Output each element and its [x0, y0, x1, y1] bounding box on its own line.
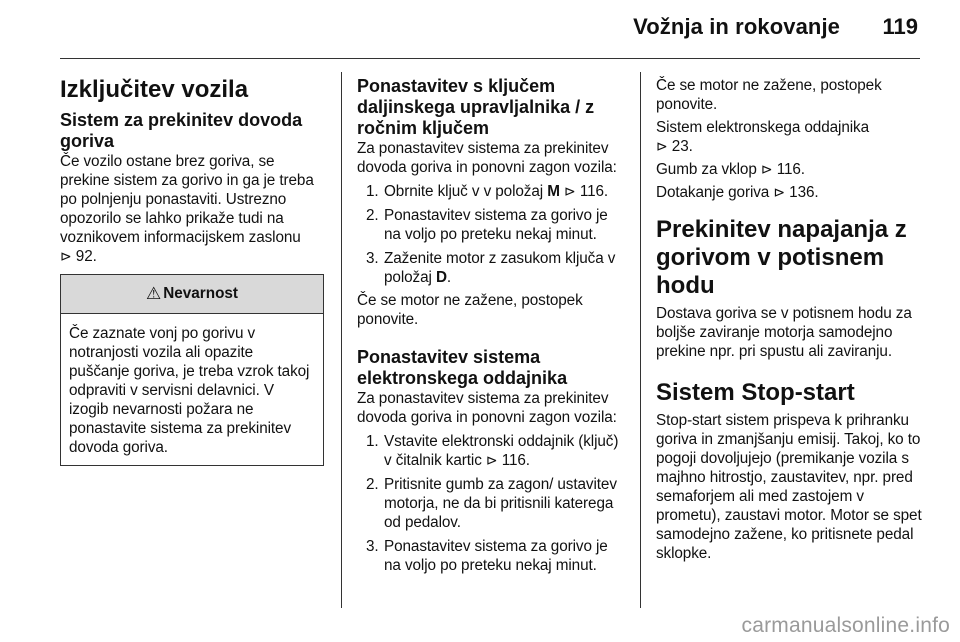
stop-start-title: Sistem Stop-start — [656, 379, 855, 406]
transmitter-reset-intro: Za ponastavitev sistema za prekinitev dovoda goriva in ponovni zagon vozila: — [357, 390, 617, 426]
subsection-title: Sistem za prekinitev dovoda goriva — [60, 110, 303, 151]
transmitter-reset-steps — [357, 432, 625, 575]
reference-arrow-icon: ⊳ — [485, 452, 498, 468]
reference-arrow-icon: ⊳ — [656, 138, 668, 154]
header-rule — [60, 58, 920, 59]
warning-header — [61, 275, 323, 314]
fuel-cutoff-paragraph: Če vozilo ostane brez goriva, se prekine sistem za gorivo in ga je treba po polnjenju ponastaviti. Ustrezno opozorilo se lahko prikaže tudi na voznikovem informacijskem zaslonu ⊳ 92. — [60, 153, 314, 265]
reference-arrow-icon: ⊳ — [773, 184, 785, 200]
key-reset-steps — [357, 182, 625, 287]
stop-start-text: Stop-start sistem prispeva k prihranku goriva in zmanjšanju emisij. Takoj, ko to pogoji dovoljujejo (premikanje vozila s majhno hitrostjo, zaustavitev, npr. pred semaforjem ali med zastojem v prometu), zaustavi motor. Motor se spet samodejno zažene, ko pritisnete pedal sklopke. — [656, 412, 922, 562]
column-divider-2 — [640, 72, 641, 608]
reference-arrow-icon: ⊳ — [564, 183, 576, 199]
list-item: 3. Ponastavitev sistema za gorivo je na voljo po preteku nekaj minut. — [366, 538, 608, 574]
cross-reference: Sistem elektronskega oddajnika ⊳ 23. — [656, 119, 869, 155]
column-1 — [60, 76, 326, 466]
watermark: carmanualsonline.info — [741, 614, 950, 637]
column-divider-1 — [341, 72, 342, 608]
page-reference[interactable]: 136. — [789, 184, 819, 201]
fuel-cutoff-overrun-title: Prekinitev napajanja z gorivom v potisnem hodu — [656, 216, 907, 299]
warning-title: Nevarnost — [163, 285, 239, 302]
list-item: 1. Obrnite ključ v v položaj M ⊳ 116. — [366, 183, 609, 200]
reference-arrow-icon: ⊳ — [760, 161, 773, 177]
column-3 — [656, 76, 926, 563]
list-item: 2. Pritisnite gumb za zagon/ ustavitev motorja, ne da bi pritisnili katerega od pedalov. — [366, 476, 617, 531]
cross-reference: Dotakanje goriva ⊳ 136. — [656, 184, 819, 201]
page-reference[interactable]: 116. — [579, 183, 609, 200]
fuel-cutoff-overrun-text: Dostava goriva se v potisnem hodu za boljše zaviranje motorja samodejno prekine npr. pri spustu ali zaviranju. — [656, 305, 912, 360]
transmitter-reset-title: Ponastavitev sistema elektronskega oddajnika — [357, 347, 568, 388]
cross-reference: Gumb za vklop ⊳ 116. — [656, 161, 805, 178]
list-item: 1. Vstavite elektronski oddajnik (ključ) v čitalnik kartic ⊳ 116. — [366, 433, 619, 469]
page-number: 119 — [882, 14, 918, 39]
retry-note: Če se motor ne zažene, postopek ponovite. — [656, 77, 882, 113]
reference-arrow-icon: ⊳ — [60, 248, 72, 264]
page-title: Vožnja in rokovanje — [633, 14, 840, 39]
list-item: 3. Zaženite motor z zasukom ključa v položaj D. — [366, 250, 616, 286]
key-reset-title: Ponastavitev s ključem daljinskega upravljalnika / z ročnim ključem — [357, 76, 595, 138]
warning-text: Če zaznate vonj po gorivu v notranjosti vozila ali opazite puščanje goriva, je treba vzrok takoj odpraviti v servisni delavnici. V izogib nevarnosti požara ne ponastavite sistema za prekinitev dovoda goriva. — [69, 325, 310, 456]
column-2 — [357, 76, 625, 575]
key-reset-intro: Za ponastavitev sistema za prekinitev dovoda goriva in ponovni zagon vozila: — [357, 140, 617, 176]
page-reference[interactable]: 23. — [671, 138, 693, 155]
page-reference[interactable]: 116. — [501, 452, 530, 469]
section-title: Izključitev vozila — [60, 76, 249, 103]
page-reference[interactable]: 116. — [776, 161, 805, 178]
list-item: 2. Ponastavitev sistema za gorivo je na voljo po preteku nekaj minut. — [366, 207, 608, 243]
key-reset-note: Če se motor ne zažene, postopek ponovite. — [357, 292, 583, 328]
page-reference[interactable]: 92. — [75, 248, 97, 265]
warning-box — [60, 274, 324, 466]
warning-triangle-icon: ⚠ — [145, 284, 162, 303]
